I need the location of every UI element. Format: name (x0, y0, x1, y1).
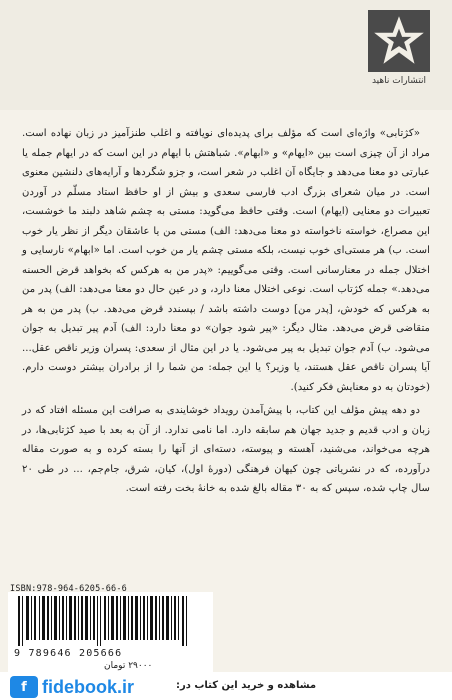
publisher-name: انتشارات ناهید (371, 76, 427, 86)
fidebook-mark-icon: f (10, 676, 38, 698)
publisher-logo-icon (368, 10, 430, 72)
barcode-digits: 9 789646 205666 (14, 648, 123, 659)
fidebook-logo[interactable] (10, 675, 134, 699)
blurb-text (22, 124, 430, 503)
barcode-icon (18, 596, 198, 646)
fidebook-brand: fidebook.ir (42, 676, 135, 697)
fidebook-tagline: مشاهده و خرید این کتاب در: (176, 680, 317, 691)
blurb-paragraph-1: «کژتابی» واژه‌ای است که مؤلف برای پدیده‌ای نویافته و اغلب طنزآمیز در زبان نهاده است. مراد از آن چیزی است بین «ایهام» و «ابهام». شباهتش با ایهام در این است که در ایهام جمله یا عبارتی دو معنا می‌دهد و جایگاه آن اغلب در شعر است، و جزو شگردها و آرایه‌های دلنشین معنوی است. در میان شعرای بزرگ ادب فارسی سعدی و بیش از او حافظ استاد مسلّم در آوردن تعبیرات دو معنایی (ایهام) است. وقتی حافظ می‌گوید: مستی به چشم شاهد دلبند ما خوشست، این مصراع، خواسته ناخواسته دو معنا می‌دهد: الف) مستی من یا عاشقان دیگر از نظر یار خوب است. ب) هر مستی‌ای خوب نیست، بلکه مستی چشم یار من خوب است. اما «ابهام» نارسایی و اختلال جمله در معنارسانی است. وقتی می‌گوییم: «پدر من به هرکس که بخواهد قرض الحسنه می‌دهد.» جمله کژتاب است. نوعی اختلال معنا دارد، و در عین حال دو معنا می‌دهد: الف) پدر من به هرکس که خودش، [پدر من] دوست داشته باشد / بپسندد قرض می‌دهد. ب) پدر من به هر متقاضی قرض می‌دهد. مثال دیگر: «پیر شود جوان» دو معنا دارد: الف) آدم پیر تبدیل به جوان می‌شود. ب) آدم جوان تبدیل به پیر می‌شود. یا در این مثال از سعدی: پسران وزیر ناقص عقل... آیا پسران ناقص عقل هستند، یا وزیر؟ یا این جمله: من شما را از برادران بیشتر دوست دارم. (خودتان به دو معنایش فکر کنید). (22, 128, 430, 393)
blurb-paragraph-2: دو دهه پیش مؤلف این کتاب، با پیش‌آمدن رویداد خوشایندی به صرافت این مسئله افتاد که در زبان و ادب قدیم و جدید جهان هم سابقه دارد. اما نامی ندارد. از آن به بعد با صید کژتابی‌ها، در هرچه می‌خواند، می‌شنید، آهسته و پیوسته، دسته‌ای از آنها را بسته کرده و به صورت مقاله درآورده، که در نشریاتی چون کیهان فرهنگی (دورهٔ اول)، کیان، شرق، جام‌جم، ... در طی ۲۰ سال چاپ شده، سپس که به ۳۰ مقاله بالغ شده به خانهٔ بخت رفته است. (22, 405, 430, 494)
isbn-label: ISBN:978-964-6205-66-6 (10, 584, 127, 594)
price-label: ۲۹۰۰۰ تومان (104, 661, 153, 671)
